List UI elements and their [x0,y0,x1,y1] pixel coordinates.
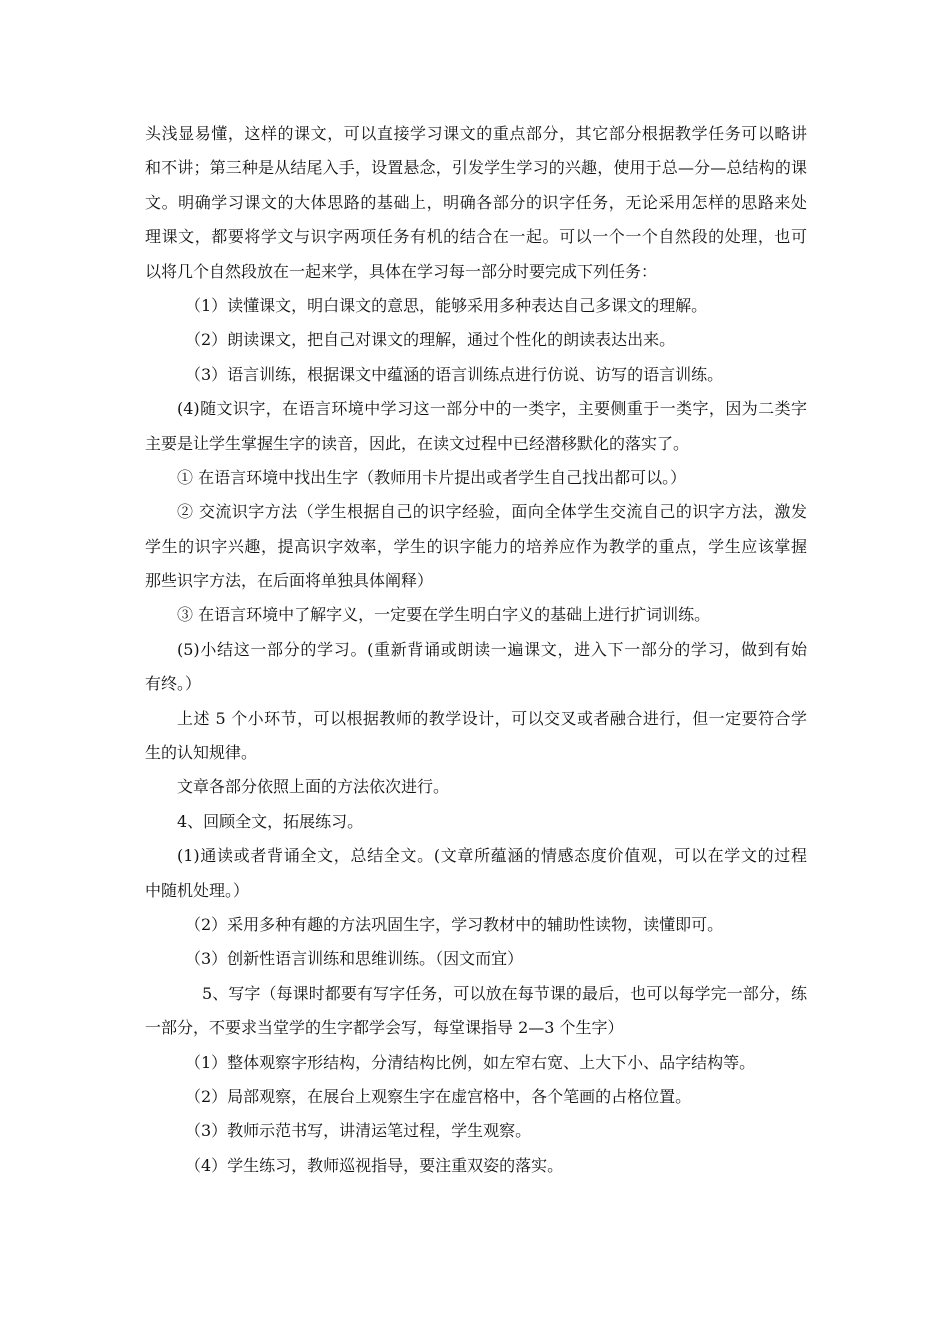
list-item: （3）教师示范书写，讲清运笔过程，学生观察。 [185,1121,532,1141]
paragraph-line: 理课文，都要将学文与识字两项任务有机的结合在一起。可以一个一个自然段的处理，也可 [145,227,807,247]
list-item: (4)随文识字，在语言环境中学习这一部分中的一类字，主要侧重于一类字，因为二类字 [177,399,807,419]
paragraph-line: 生的认知规律。 [145,743,258,763]
paragraph-line: 有终。） [145,674,202,694]
paragraph-line: 主要是让学生掌握生字的读音，因此，在读文过程中已经潜移默化的落实了。 [145,433,690,453]
paragraph-line: 以将几个自然段放在一起来学，具体在学习每一部分时要完成下列任务： [145,261,658,281]
paragraph-line: 一部分，不要求当堂学的生字都学会写，每堂课指导 2—3 个生字） [145,1018,624,1038]
document-body [145,117,807,1183]
paragraph-line: 上述 5 个小环节，可以根据教师的教学设计，可以交叉或者融合进行，但一定要符合学 [177,708,807,728]
list-item: （2）局部观察，在展台上观察生字在虚宫格中，各个笔画的占格位置。 [185,1086,692,1106]
paragraph-line: 中随机处理。） [145,880,250,900]
paragraph-line: 文。明确学习课文的大体思路的基础上，明确各部分的识字任务，无论采用怎样的思路来处 [145,192,807,212]
section-heading: 5、写字（每课时都要有写字任务，可以放在每节课的最后，也可以每学完一部分，练 [202,983,807,1003]
list-item: （3）语言训练，根据课文中蕴涵的语言训练点进行仿说、访写的语言训练。 [185,364,724,384]
list-item: (1)通读或者背诵全文，总结全文。(文章所蕴涵的情感态度价值观，可以在学文的过程 [177,846,807,866]
list-item: ② 交流识字方法（学生根据自己的识字经验，面向全体学生交流自己的识字方法，激发 [177,502,807,522]
list-item: ① 在语言环境中找出生字（教师用卡片提出或者学生自己找出都可以。） [177,467,687,487]
paragraph-line: 学生的识字兴趣，提高识字效率，学生的识字能力的培养应作为教学的重点，学生应该掌握 [145,536,807,556]
list-item: （3）创新性语言训练和思维训练。（因文而宜） [185,949,524,969]
paragraph-line: 文章各部分依照上面的方法依次进行。 [177,777,450,797]
list-item: （2）朗读课文，把自己对课文的理解，通过个性化的朗读表达出来。 [185,330,676,350]
section-heading: 4、回顾全文，拓展练习。 [177,811,364,831]
list-item: （4）学生练习，教师巡视指导，要注重双姿的落实。 [185,1155,564,1175]
list-item: （1）读懂课文，明白课文的意思，能够采用多种表达自己多课文的理解。 [185,295,708,315]
paragraph-line: 和不讲；第三种是从结尾入手，设置悬念，引发学生学习的兴趣，使用于总—分—总结构的课 [145,158,807,178]
list-item: （1）整体观察字形结构，分清结构比例，如左窄右宽、上大下小、品字结构等。 [185,1052,756,1072]
list-item: （2）采用多种有趣的方法巩固生字，学习教材中的辅助性读物，读懂即可。 [185,914,724,934]
paragraph-line: 头浅显易懂，这样的课文，可以直接学习课文的重点部分，其它部分根据教学任务可以略讲 [145,124,807,143]
list-item: ③ 在语言环境中了解字义，一定要在学生明白字义的基础上进行扩词训练。 [177,605,711,625]
paragraph-line: 那些识字方法，在后面将单独具体阐释） [145,571,434,591]
list-item: (5)小结这一部分的学习。(重新背诵或朗读一遍课文，进入下一部分的学习，做到有始 [177,639,807,659]
